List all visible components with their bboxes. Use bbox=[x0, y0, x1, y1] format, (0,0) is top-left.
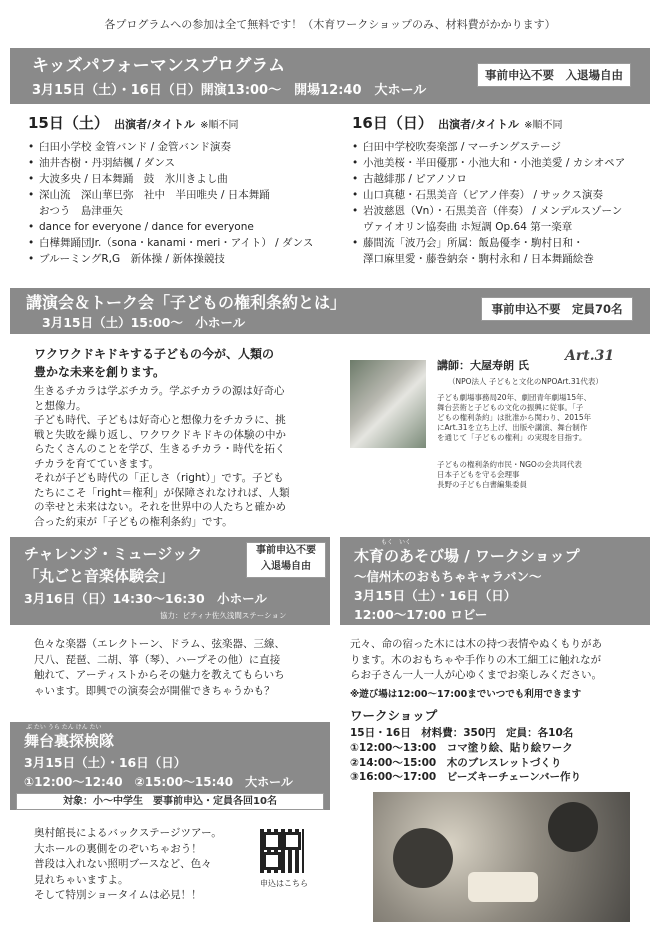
stage-banner bbox=[10, 722, 330, 810]
lecture-body-line: 子ども時代、子どもは好奇心と想像力をチカラに、挑 bbox=[34, 414, 286, 426]
challenge-body-line: 色々な楽器（エレクトーン、ドラム、弦楽器、三線、 bbox=[34, 638, 285, 650]
stage-body-line: 普段は入れない照明ブースなど、色々 bbox=[34, 858, 212, 870]
challenge-banner bbox=[10, 537, 330, 625]
challenge-body-line: 尺八、琵琶、二胡、箏（琴）、ハープその他）に直接 bbox=[34, 653, 281, 666]
speaker-role-line: 長野の子ども白書編集委員 bbox=[437, 480, 527, 489]
wood-date: 3月15日（土）・16日（日） bbox=[354, 588, 517, 603]
wood-time: 12:00〜17:00 ロビー bbox=[354, 607, 488, 622]
speaker-bio-line: にArt.31を立ち上げ、出版や講演、舞台制作 bbox=[437, 423, 588, 432]
performer-line: • 臼田小学校 金管バンド / 金管バンド演奏 bbox=[39, 141, 232, 153]
stage-target: 対象：小〜中学生 要事前申込・定員各回10名 bbox=[16, 793, 324, 810]
speaker-bio-line: どもの権利条約」は批准から関わり、2015年 bbox=[437, 413, 592, 422]
speaker-role-line: 日本子どもを守る会理事 bbox=[437, 470, 520, 479]
child-figure bbox=[393, 828, 453, 888]
performer-item bbox=[28, 187, 328, 219]
qr-finder bbox=[263, 852, 281, 870]
stage-body-line: そして特別ショータイムは必見！！ bbox=[34, 889, 202, 901]
speaker-org: （NPO法人 子どもと文化のNPOArt.31代表） bbox=[448, 377, 603, 386]
lecture-body-line: チカラを育てていきます。 bbox=[34, 457, 159, 470]
lecture-body-line: 生きるチカラは学ぶチカラ。学ぶチカラの源は好奇心 bbox=[34, 385, 285, 397]
performer-line: • dance for everyone / dance for everyone bbox=[39, 221, 254, 233]
performer-line: ヴァイオリン協奏曲 ホ短調 Op.64 第一楽章 bbox=[363, 221, 573, 233]
workshop-item: ②14:00〜15:00 木のブレスレットづくり bbox=[350, 756, 562, 769]
speaker-roles bbox=[437, 460, 642, 490]
lecture-tag: 事前申込不要 定員70名 bbox=[481, 297, 633, 321]
speaker-bio-line: 子ども劇場事務局20年、劇団青年劇場15年、 bbox=[437, 393, 592, 402]
stage-ruby: ぶ たい うら たん けん たい bbox=[26, 724, 102, 731]
day16-date: 16日（日） bbox=[352, 114, 433, 132]
lecture-body-line: らたくさんのことを学び、生きるチカラ・時代を拓く bbox=[34, 443, 286, 455]
performer-line: • 大波多央 / 日本舞踊 鼓 氷川きよし曲 bbox=[39, 173, 228, 185]
performer-item bbox=[28, 155, 328, 171]
performer-line: • 深山流 深山華巳弥 社中 半田唯央 / 日本舞踊 bbox=[39, 189, 270, 201]
challenge-title-2: 「丸ごと音楽体験会」 bbox=[24, 567, 175, 585]
free-notice: 各プログラムへの参加は全て無料です！（木育ワークショップのみ、材料費がかかります） bbox=[104, 18, 556, 31]
lecture-body-line: 戦と失敗を繰り返し、ワクワクドキドキの体験の中か bbox=[34, 428, 286, 441]
wood-subtitle: 〜信州木のおもちゃキャラバン〜 bbox=[354, 569, 542, 584]
performer-item bbox=[352, 171, 652, 187]
speaker-bio bbox=[437, 393, 642, 443]
lecture-lead-line: ワクワクドキドキする子どもの今が、人類の bbox=[34, 347, 275, 361]
lecture-body-line: それが子ども時代の「正しさ（right）」です。子ども bbox=[34, 472, 284, 484]
qr-code[interactable] bbox=[260, 829, 304, 873]
challenge-coop: 協力：ピティナ佐久浅間ステーション bbox=[160, 611, 287, 620]
qr-label: 申込はこちら bbox=[260, 879, 308, 888]
performer-item bbox=[28, 235, 328, 251]
lecture-body-line: と想像力。 bbox=[34, 399, 87, 412]
stage-body bbox=[34, 826, 254, 904]
lecture-title: 講演会＆トーク会「子どもの権利条約とは」 bbox=[26, 293, 347, 312]
stage-body-line: 見れちゃいますよ。 bbox=[34, 873, 129, 886]
day16-list bbox=[352, 139, 652, 267]
wood-ruby: もく いく bbox=[381, 539, 412, 546]
challenge-body-line: ゃいます。即興での演奏会が開催できちゃうかも？ bbox=[34, 684, 275, 697]
day15-list bbox=[28, 139, 328, 267]
performer-item bbox=[352, 139, 652, 155]
lecture-body-line: 合った約束が「子どもの権利条約」です。 bbox=[34, 515, 233, 528]
performer-line: • 岩波慈恩（Vn）・石黒美音（伴奏） / メンデルスゾーン bbox=[363, 205, 623, 217]
speaker-role-line: 子どもの権利条約市民・NGOの会共同代表 bbox=[437, 460, 582, 469]
speaker-bio-line: 舞台芸術と子どもの文化の振興に従事。「子 bbox=[437, 403, 584, 412]
day15-column bbox=[28, 112, 328, 267]
performer-item bbox=[28, 171, 328, 187]
performer-item bbox=[352, 155, 652, 171]
kids-title: キッズパフォーマンスプログラム bbox=[32, 56, 286, 76]
lecture-body-line: の幸せと未来はない。それを世界中の人たちと確かめ bbox=[34, 501, 286, 513]
stage-time: ①12:00〜12:40 ②15:00〜15:40 大ホール bbox=[24, 775, 293, 789]
lecture-body-line: たちにこそ「right＝権利」が保障されなければ、人類 bbox=[34, 486, 290, 499]
art31-logo: Art.31 bbox=[565, 348, 615, 364]
challenge-time: 3月16日（日）14:30〜16:30 小ホール bbox=[24, 591, 267, 606]
workshop-item: ③16:00〜17:00 ビーズキーチェーンバー作り bbox=[350, 771, 582, 783]
wood-body-line: らお子さん一人一人が心ゆくまでお楽しみください。 bbox=[350, 669, 602, 681]
wood-body bbox=[350, 637, 650, 684]
performer-line: • 油井杏樹・丹羽結楓 / ダンス bbox=[39, 157, 176, 169]
qr-finder bbox=[263, 832, 281, 850]
kids-tag: 事前申込不要 入退場自由 bbox=[477, 63, 631, 87]
performer-item bbox=[28, 139, 328, 155]
wood-body-line: 元々、命の宿った木には木の持つ表情やぬくもりがあ bbox=[350, 638, 602, 650]
lecture-lead-line: 豊かな未来を創ります。 bbox=[34, 365, 166, 379]
wood-title: 木育のあそび場 / ワークショップ bbox=[354, 547, 580, 565]
performer-item bbox=[28, 219, 328, 235]
workshop-photo bbox=[373, 792, 630, 922]
kids-banner bbox=[10, 48, 650, 104]
challenge-title-1: チャレンジ・ミュージック bbox=[24, 545, 203, 563]
speaker-name: 講師：大屋寿朗 氏 bbox=[437, 359, 529, 372]
lecture-banner bbox=[10, 288, 650, 334]
workshop-item: ①12:00〜13:00 コマ塗り絵、貼り絵ワーク bbox=[350, 742, 573, 754]
workshop-meta: 15日・16日 材料費：350円 定員：各10名 bbox=[350, 727, 574, 739]
performer-line: • ブルーミングR,G 新体操 / 新体操競技 bbox=[39, 253, 225, 265]
performer-line: • 白樺舞踊団Jr.（sona・kanami・meri・アイト） / ダンス bbox=[39, 237, 314, 249]
lecture-lead bbox=[34, 345, 344, 381]
speaker-photo bbox=[350, 360, 426, 448]
lecture-body bbox=[34, 384, 339, 529]
challenge-tag-line: 入退場自由 bbox=[261, 561, 311, 572]
challenge-body-line: 触れて、アーティストからその魅力を教えてもらいち bbox=[34, 669, 285, 681]
performer-line: おつう 島津亜矢 bbox=[39, 205, 123, 217]
day16-note: ※順不同 bbox=[524, 120, 563, 131]
performer-item bbox=[352, 187, 652, 203]
wood-note: ※遊び場は12:00〜17:00までいつでも利用できます bbox=[350, 689, 582, 700]
kids-time: 3月15日（土）・16日（日）開演13:00〜 開場12:40 大ホール bbox=[32, 83, 427, 98]
performer-line: 澤口麻里愛・藤巻納奈・駒村永和 / 日本舞踊絵巻 bbox=[363, 253, 594, 265]
stage-body-line: 大ホールの裏側をのぞいちゃおう！ bbox=[34, 842, 202, 855]
speaker-bio-line: を通じて「子どもの権利」の実現を目指す。 bbox=[437, 433, 587, 442]
performer-line: • 小池美桜・半田優那・小池大和・小池美愛 / カシオペア bbox=[363, 157, 626, 169]
stage-date: 3月15日（土）・16日（日） bbox=[24, 755, 187, 770]
day15-date: 15日（土） bbox=[28, 114, 109, 132]
day16-heading bbox=[352, 112, 652, 133]
stage-title: 舞台裏探検隊 bbox=[24, 732, 115, 750]
stage-body-line: 奥村館長によるバックステージツアー。 bbox=[34, 827, 222, 839]
performer-line: • 古越緋那 / ピアノソロ bbox=[363, 173, 467, 185]
day15-note: ※順不同 bbox=[200, 120, 239, 131]
wood-body-line: ります。木のおもちゃや手作りの木工細工に触れなが bbox=[350, 653, 602, 666]
child-figure bbox=[548, 802, 598, 852]
toy-table bbox=[468, 872, 538, 902]
workshop-list bbox=[350, 741, 581, 785]
day15-label: 出演者/タイトル bbox=[114, 118, 195, 131]
day16-label: 出演者/タイトル bbox=[438, 118, 519, 131]
performer-item bbox=[352, 203, 652, 235]
performer-item bbox=[352, 235, 652, 267]
workshop-title: ワークショップ bbox=[350, 708, 438, 723]
qr-finder bbox=[283, 832, 301, 850]
performer-line: • 山口真穂・石黒美音（ピアノ伴奏） / サックス演奏 bbox=[363, 189, 604, 201]
challenge-tag bbox=[246, 542, 326, 578]
performer-line: • 藤間流「波乃会」所属：飯島優李・駒村日和・ bbox=[363, 237, 584, 249]
wood-banner bbox=[340, 537, 650, 625]
performer-line: • 臼田中学校吹奏楽部 / マーチングステージ bbox=[363, 141, 561, 153]
challenge-body bbox=[34, 637, 334, 699]
performer-item bbox=[28, 251, 328, 267]
challenge-tag-line: 事前申込不要 bbox=[256, 545, 316, 556]
day15-heading bbox=[28, 112, 328, 133]
day16-column bbox=[352, 112, 652, 267]
lecture-time: 3月15日（土）15:00〜 小ホール bbox=[42, 315, 246, 330]
